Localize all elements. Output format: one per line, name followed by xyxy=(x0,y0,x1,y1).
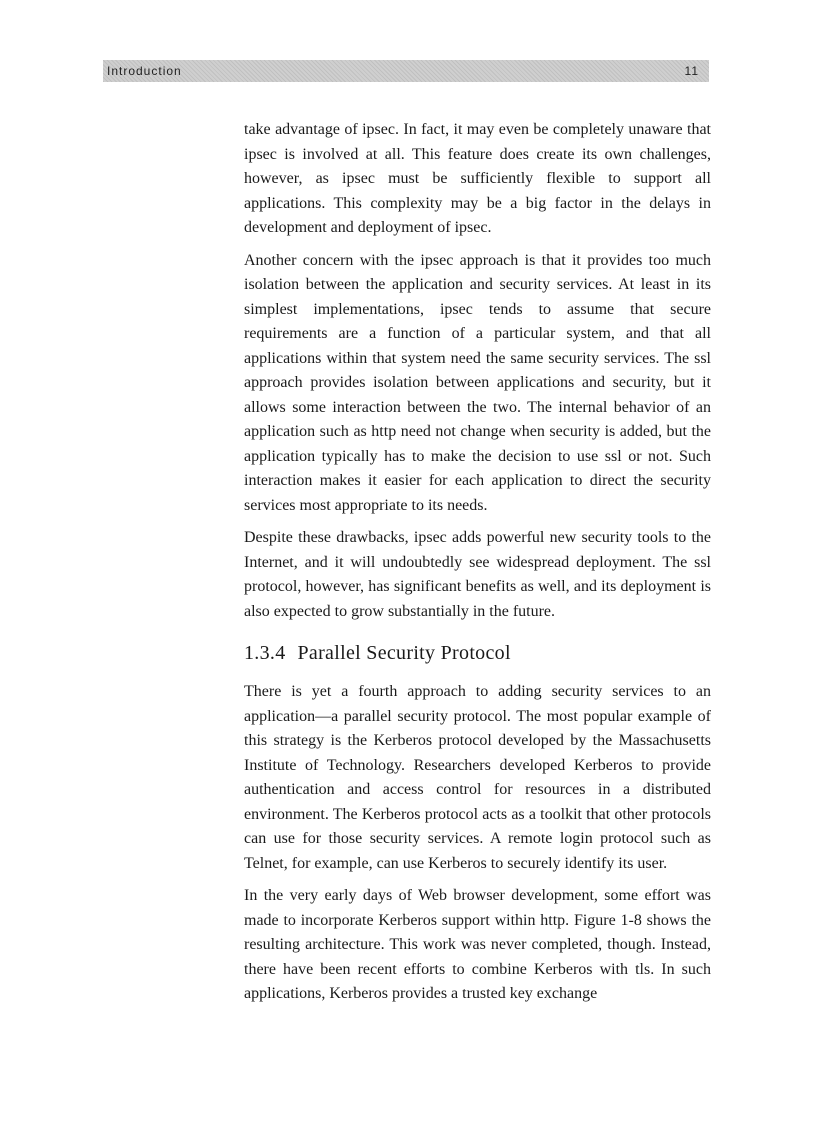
running-head-title: Introduction xyxy=(107,64,182,78)
paragraph: take advantage of ipsec. In fact, it may even be completely unaware that ipsec is involved at all. This feature does create its own challenges, however, as ipsec must be sufficiently flexible to support all applications. This complexity may be a big factor in the delays in development and deployment of ipsec. xyxy=(244,121,711,236)
paragraph: Another concern with the ipsec approach is that it provides too much isolation between the application and security services. At least in its simplest implementations, ipsec tends to assume that secure requirements are a function of a particular system, and that all applications within that system need the same security services. The ssl approach provides isolation between applications and security, but it allows some interaction between the two. The internal behavior of an application such as http need not change when security is added, but the application typically has to make the decision to use ssl or not. Such interaction makes it easier for each application to direct the security services most appropriate to its needs. xyxy=(244,251,711,514)
running-head xyxy=(103,60,709,82)
paragraph: In the very early days of Web browser development, some effort was made to incorporate Kerberos support within http. Figure 1-8 shows the resulting architecture. This work was never completed, though. Instead, there have been recent efforts to combine Kerberos with tls. In such applications, Kerberos provides a trusted key exchange xyxy=(244,887,711,1002)
paragraph: There is yet a fourth approach to adding security services to an application—a parallel security protocol. The most popular example of this strategy is the Kerberos protocol developed by the Massachusetts Institute of Technology. Researchers developed Kerberos to provide authentication and access control for resources in a distributed environment. The Kerberos protocol acts as a toolkit that other protocols can use for those security services. A remote login protocol such as Telnet, for example, can use Kerberos to securely identify its user. xyxy=(244,683,711,872)
section-number: 1.3.4 xyxy=(244,642,286,664)
page-number: 11 xyxy=(684,64,699,78)
section-title: Parallel Security Protocol xyxy=(297,642,511,664)
body-text xyxy=(244,118,711,1015)
section-heading xyxy=(244,640,711,666)
paragraph: Despite these drawbacks, ipsec adds powerful new security tools to the Internet, and it will undoubtedly see widespread deployment. The ssl protocol, however, has significant benefits as well, and its deployment is also expected to grow substantially in the future. xyxy=(244,529,711,620)
